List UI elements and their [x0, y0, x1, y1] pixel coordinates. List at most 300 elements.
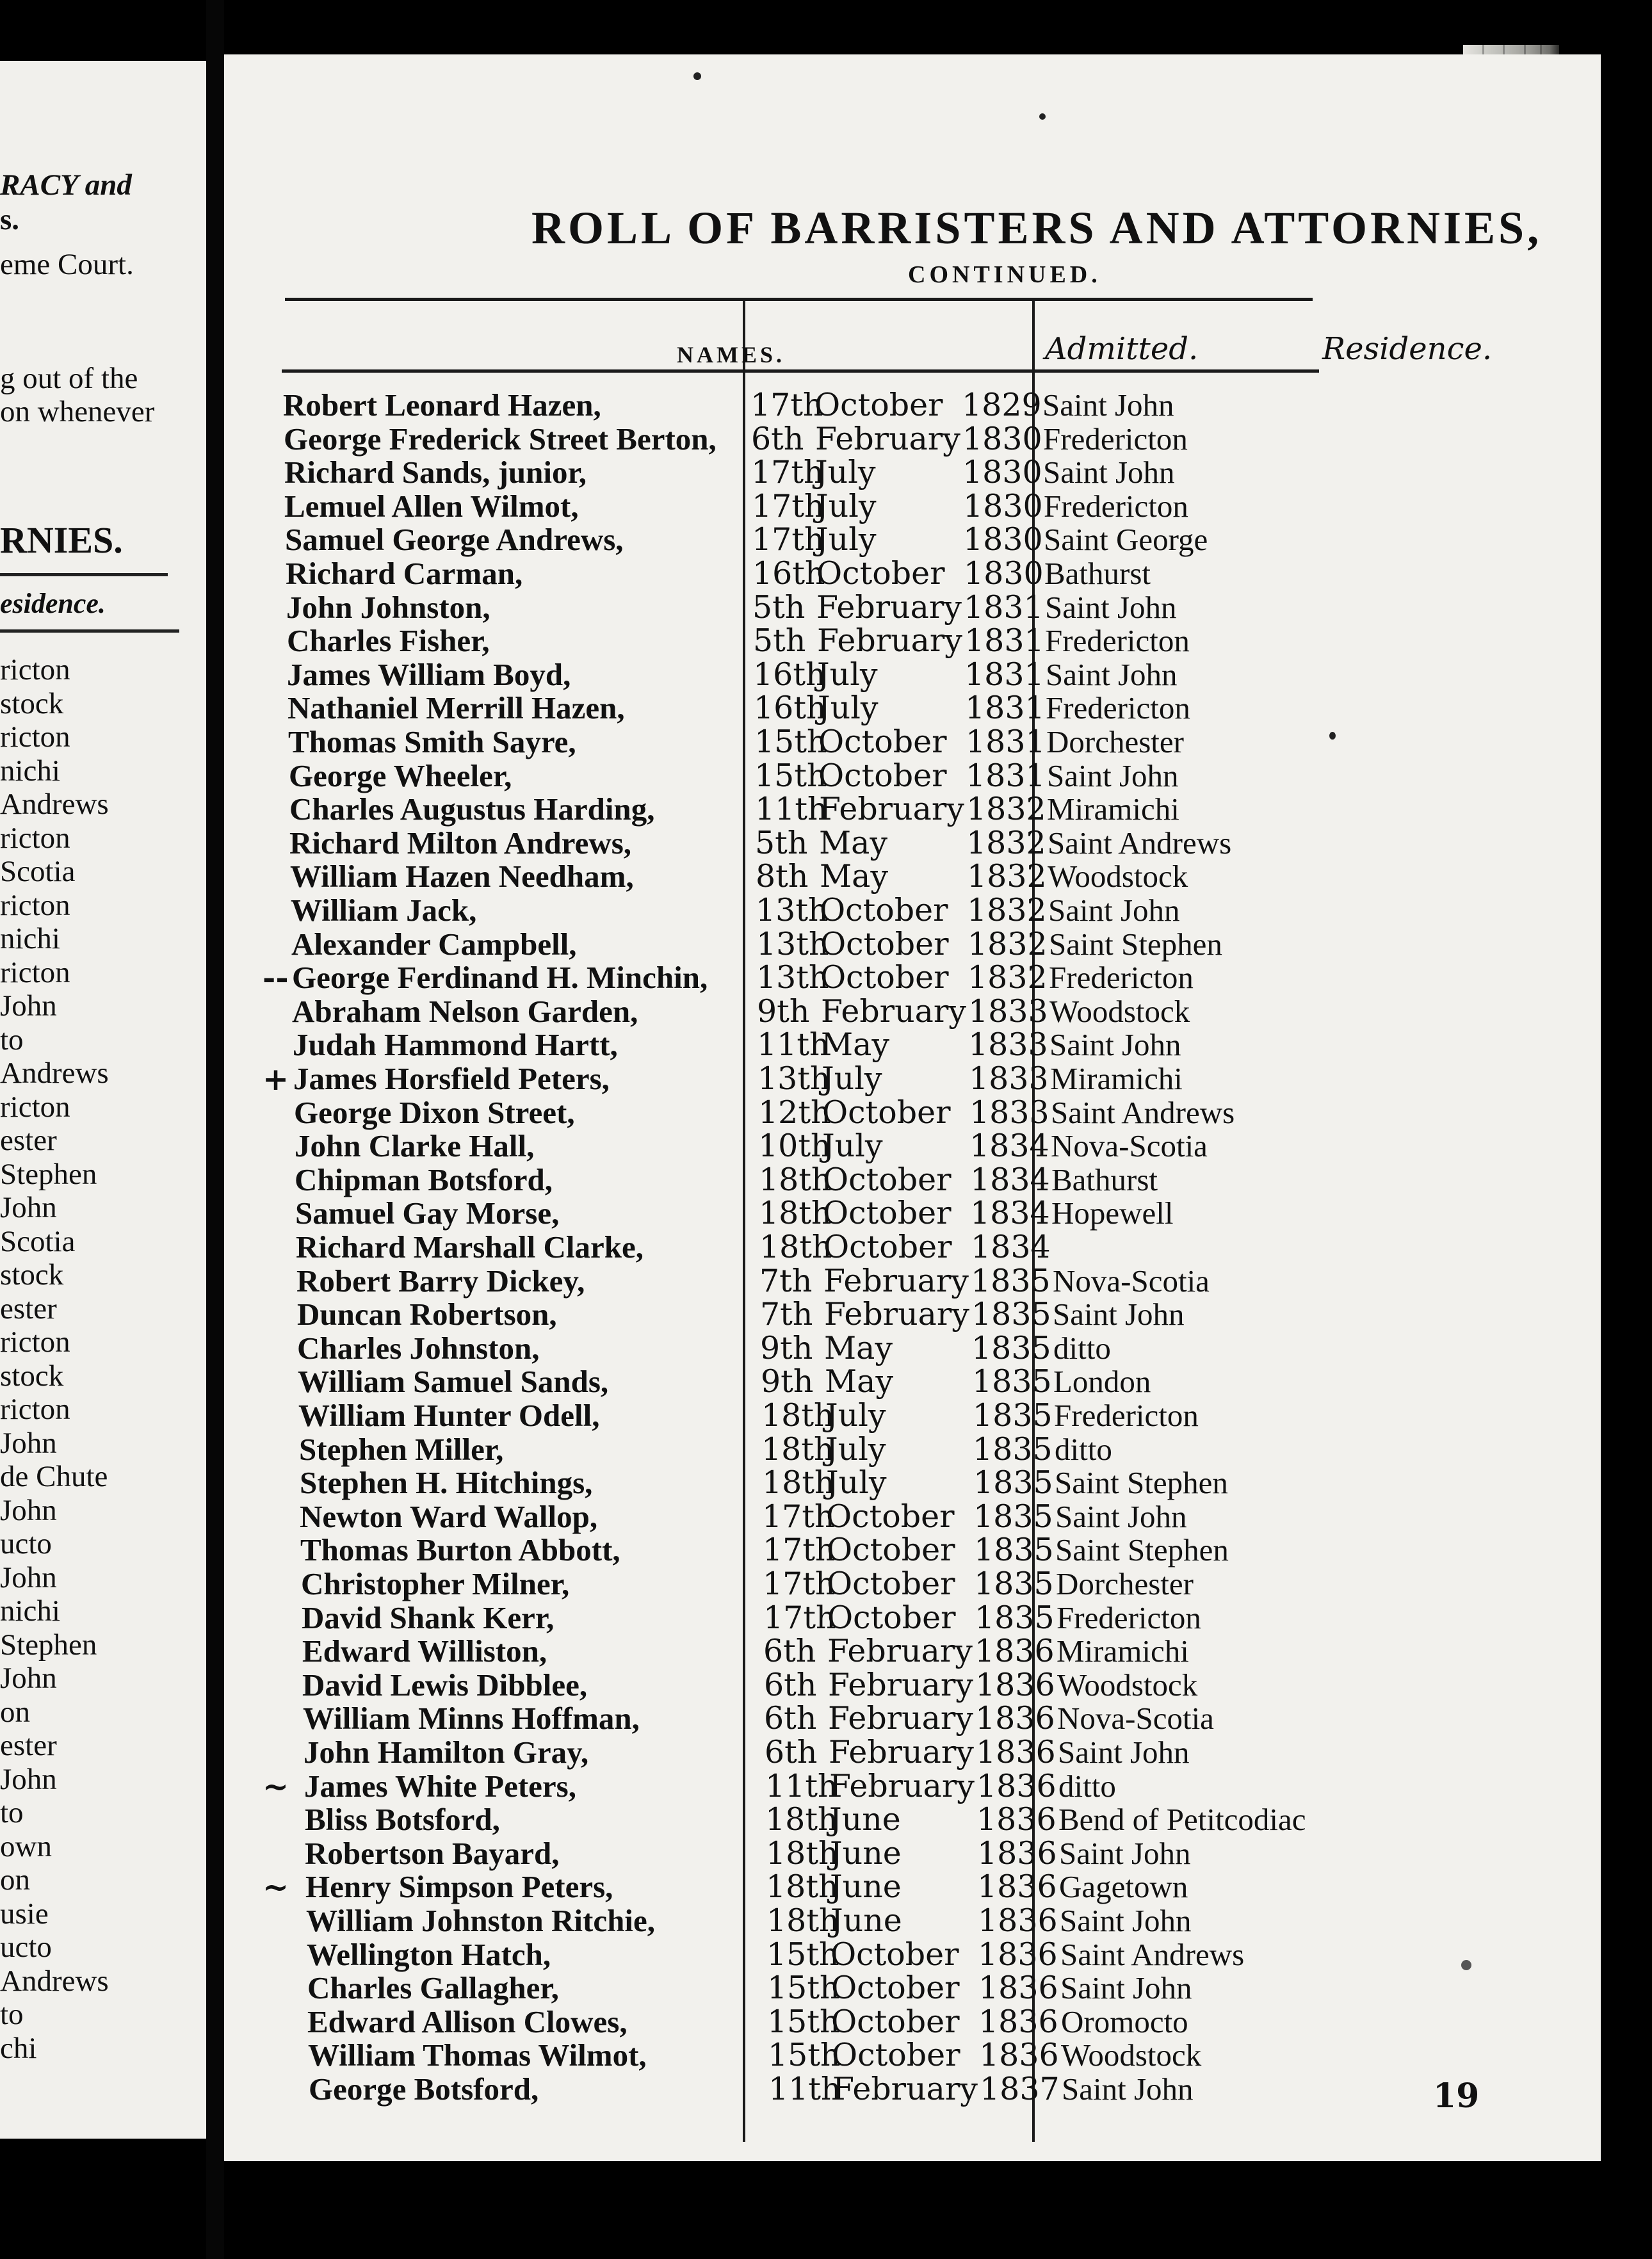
admitted-month: February: [824, 1296, 969, 1333]
left-rule-top: [0, 573, 168, 576]
left-residence-item: John: [0, 989, 57, 1023]
left-residence-item: ester: [0, 1729, 57, 1762]
admitted-day: 7th: [759, 1262, 813, 1299]
admitted-year: 1835: [973, 1397, 1053, 1434]
admitted-month: July: [816, 521, 877, 558]
roll-entry-row: [224, 793, 1601, 826]
admitted-day: 18th: [761, 1397, 834, 1434]
admitted-day: 17th: [763, 1566, 836, 1602]
admitted-year: 1835: [971, 1296, 1051, 1333]
admitted-day: 15th: [754, 724, 827, 760]
residence-value: Saint John: [1058, 1735, 1190, 1770]
admitted-day: 17th: [752, 487, 825, 524]
attorney-name: William Jack,: [291, 893, 477, 928]
admitted-day: 9th: [761, 1363, 814, 1400]
attorney-name: Wellington Hatch,: [307, 1936, 551, 1972]
admitted-day: 17th: [762, 1498, 835, 1535]
admitted-year: 1836: [978, 1970, 1058, 2007]
admitted-month: October: [816, 555, 945, 592]
roll-entry-row: [224, 588, 1601, 626]
residence-value: Woodstock: [1057, 1667, 1198, 1703]
admitted-day: 13th: [756, 959, 829, 996]
residence-value: Saint John: [1047, 757, 1179, 793]
admitted-month: July: [822, 1060, 882, 1097]
admitted-month: October: [823, 1229, 952, 1265]
residence-value: ditto: [1055, 1431, 1112, 1467]
admitted-day: 5th: [753, 622, 806, 660]
admitted-month: February: [816, 588, 962, 626]
attorney-name: Robertson Bayard,: [305, 1835, 560, 1871]
admitted-month: October: [830, 1936, 959, 1973]
admitted-year: 1832: [967, 892, 1047, 928]
page-number: 19: [1433, 2077, 1480, 2116]
admitted-day: 11th: [755, 791, 828, 828]
residence-value: Saint John: [1059, 1835, 1191, 1871]
left-residence-item: Stephen: [0, 1157, 97, 1191]
admitted-year: 1830: [962, 454, 1042, 491]
admitted-month: February: [828, 1700, 973, 1737]
ink-dot: [1039, 113, 1046, 120]
attorney-name: Robert Leonard Hazen,: [283, 387, 601, 423]
admitted-year: 1835: [971, 1262, 1051, 1299]
admitted-day: 18th: [766, 1834, 839, 1872]
admitted-year: 1834: [969, 1128, 1049, 1165]
roll-entry-row: [224, 420, 1601, 457]
roll-entry-row: [224, 389, 1601, 422]
admitted-day: 11th: [757, 1026, 830, 1064]
admitted-day: 15th: [767, 2003, 840, 2040]
admitted-month: May: [819, 824, 888, 861]
admitted-day: 6th: [764, 1700, 817, 1737]
admitted-year: 1831: [964, 622, 1044, 660]
attorney-name: Lemuel Allen Wilmot,: [284, 488, 579, 524]
residence-value: Saint John: [1053, 1297, 1185, 1332]
residence-value: Fredericton: [1054, 1398, 1199, 1433]
admitted-month: July: [826, 1464, 887, 1502]
attorney-name: Chipman Botsford,: [295, 1162, 553, 1197]
admitted-month: July: [822, 1128, 883, 1165]
left-residence-item: Andrews: [0, 788, 109, 821]
roll-entry-row: [224, 1197, 1601, 1230]
admitted-year: 1833: [968, 992, 1048, 1030]
admitted-month: October: [818, 724, 947, 760]
margin-mark: +: [263, 1060, 289, 1097]
left-residence-item: ricton: [0, 653, 70, 686]
left-residence-item: stock: [0, 686, 64, 720]
admitted-month: February: [832, 2071, 978, 2107]
residence-value: Saint Stephen: [1055, 1465, 1228, 1501]
admitted-year: 1836: [975, 1700, 1055, 1737]
admitted-year: 1830: [963, 487, 1043, 524]
residence-value: Dorchester: [1046, 724, 1184, 759]
attorney-name: Newton Ward Wallop,: [300, 1498, 598, 1534]
residence-value: Woodstock: [1049, 993, 1190, 1029]
admitted-year: 1835: [973, 1430, 1053, 1468]
admitted-day: 16th: [754, 690, 827, 727]
roll-entry-row: [224, 759, 1601, 793]
left-residence-item: ricton: [0, 1090, 70, 1124]
admitted-day: 18th: [759, 1161, 832, 1198]
residence-value: Miramichi: [1047, 791, 1179, 827]
admitted-month: February: [827, 1633, 973, 1670]
left-residence-item: John: [0, 1493, 57, 1527]
left-residence-item: John: [0, 1662, 57, 1695]
left-residence-item: nichi: [0, 1594, 60, 1628]
attorney-name: William Hunter Odell,: [298, 1398, 600, 1433]
attorney-name: David Lewis Dibblee,: [302, 1667, 588, 1703]
roll-entry-row: [224, 992, 1601, 1030]
left-residence-item: ester: [0, 1291, 57, 1325]
left-residence-item: own: [0, 1829, 52, 1863]
admitted-day: 6th: [751, 420, 804, 457]
admitted-month: October: [832, 2037, 960, 2074]
left-residence-item: ricton: [0, 1325, 70, 1359]
residence-value: Saint John: [1060, 1903, 1192, 1938]
attorney-name: Edward Allison Clowes,: [307, 2004, 628, 2039]
attorney-name: Robert Barry Dickey,: [296, 1263, 585, 1299]
roll-entry-row: [224, 959, 1601, 997]
roll-entry-row: [224, 2005, 1601, 2039]
admitted-year: 1831: [966, 724, 1046, 760]
residence-value: ditto: [1058, 1768, 1116, 1804]
book-gutter: [206, 0, 224, 2259]
admitted-year: 1833: [968, 1026, 1048, 1064]
header-rule-top: [285, 298, 1313, 301]
residence-value: Hopewell: [1051, 1195, 1174, 1231]
roll-entry-row: [224, 1767, 1601, 1805]
roll-entry-row: [224, 487, 1601, 524]
admitted-day: 15th: [768, 2037, 841, 2074]
left-residence-item: to: [0, 1796, 24, 1829]
admitted-month: October: [831, 2003, 960, 2040]
admitted-day: 18th: [766, 1902, 839, 1939]
admitted-month: February: [821, 992, 966, 1030]
margin-mark: ~: [263, 1868, 289, 1906]
attorney-name: Bliss Botsford,: [305, 1802, 500, 1838]
admitted-month: February: [815, 420, 960, 457]
page-title: ROLL OF BARRISTERS AND ATTORNIES,: [531, 202, 1543, 254]
left-residence-item: nichi: [0, 922, 60, 955]
attorney-name: George Dixon Street,: [294, 1094, 575, 1130]
roll-entry-row: [224, 894, 1601, 927]
roll-entry-row: [224, 1635, 1601, 1668]
admitted-month: July: [815, 454, 876, 491]
admitted-month: October: [818, 757, 947, 794]
admitted-day: 18th: [761, 1430, 834, 1468]
left-residence-item: Stephen: [0, 1628, 97, 1662]
roll-entry-row: [224, 1904, 1601, 1938]
roll-entry-row: [224, 1028, 1601, 1062]
residence-value: Saint John: [1049, 1027, 1181, 1063]
roll-entry-row: [224, 1972, 1601, 2005]
residence-value: Saint Andrews: [1060, 1936, 1245, 1972]
ink-dot: [693, 72, 701, 80]
left-heading-line: on whenever: [0, 395, 155, 428]
attorney-name: Richard Milton Andrews,: [289, 825, 632, 861]
left-page-fragment: [0, 61, 206, 2139]
admitted-month: February: [829, 1767, 975, 1804]
attorney-name: Charles Gallagher,: [307, 1970, 559, 2006]
margin-mark: ~: [263, 1767, 289, 1805]
roll-entry-row: [224, 1870, 1601, 1904]
attorney-name: Charles Johnston,: [297, 1330, 540, 1366]
attorney-name: John Clarke Hall,: [295, 1128, 535, 1164]
roll-entry-row: [224, 1130, 1601, 1163]
roll-entry-row: [224, 2073, 1601, 2106]
admitted-day: 5th: [755, 824, 808, 861]
left-residence-item: ricton: [0, 955, 70, 989]
left-residence-item: ucto: [0, 1931, 52, 1964]
residence-value: Dorchester: [1056, 1566, 1194, 1601]
left-residence-item: de Chute: [0, 1460, 108, 1493]
admitted-year: 1832: [968, 925, 1048, 962]
admitted-day: 17th: [763, 1599, 836, 1636]
admitted-day: 7th: [760, 1296, 813, 1333]
admitted-month: February: [829, 1734, 974, 1770]
admitted-year: 1830: [963, 521, 1043, 558]
roll-entry-row: [224, 2039, 1601, 2072]
admitted-month: July: [816, 487, 877, 524]
admitted-day: 18th: [765, 1801, 838, 1838]
roll-entry-row: [224, 1365, 1601, 1398]
admitted-day: 13th: [756, 925, 829, 962]
attorney-name: Charles Fisher,: [287, 623, 490, 659]
admitted-year: 1835: [973, 1464, 1053, 1502]
attorney-name: William Johnston Ritchie,: [306, 1903, 655, 1938]
admitted-day: 17th: [750, 387, 823, 423]
roll-entry-row: [224, 1329, 1601, 1366]
roll-entry-row: [224, 1500, 1601, 1534]
residence-value: Saint John: [1060, 1970, 1192, 2006]
left-heading-line: g out of the: [0, 362, 138, 395]
residence-value: Saint Stephen: [1049, 926, 1222, 962]
admitted-year: 1833: [969, 1060, 1049, 1097]
residence-value: Saint John: [1045, 589, 1177, 625]
residence-value: Saint John: [1043, 455, 1175, 490]
admitted-day: 18th: [762, 1464, 835, 1502]
admitted-year: 1836: [975, 1633, 1055, 1670]
left-heading-line: RACY and: [0, 168, 132, 202]
left-residence-item: stock: [0, 1258, 64, 1291]
residence-value: Saint Andrews: [1048, 825, 1232, 861]
roll-entry-row: [224, 925, 1601, 962]
roll-entry-row: [224, 1803, 1601, 1836]
admitted-month: July: [818, 690, 879, 727]
roll-entry-row: [224, 1298, 1601, 1331]
residence-value: Miramichi: [1057, 1633, 1189, 1669]
roll-entry-row: [224, 1666, 1601, 1703]
attorney-name: George Frederick Street Berton,: [284, 421, 717, 457]
residence-value: London: [1053, 1364, 1151, 1400]
attorney-name: George Wheeler,: [289, 757, 512, 793]
residence-value: ditto: [1053, 1330, 1111, 1366]
attorney-name: George Botsford,: [309, 2071, 539, 2107]
left-residence-item: Scotia: [0, 1224, 76, 1258]
attorney-name: Abraham Nelson Garden,: [292, 993, 638, 1029]
left-residence-item: on: [0, 1863, 30, 1897]
roll-entry-row: [224, 1399, 1601, 1432]
left-residence-item: John: [0, 1762, 57, 1796]
left-residence-item: ricton: [0, 720, 70, 754]
attorney-name: John Johnston,: [286, 589, 490, 625]
admitted-day: 15th: [754, 757, 827, 794]
admitted-year: 1836: [976, 1801, 1057, 1838]
admitted-day: 10th: [758, 1128, 831, 1165]
names-column-header: NAMES.: [677, 342, 786, 368]
roll-entry-row: [224, 1163, 1601, 1197]
roll-entry-row: [224, 1567, 1601, 1601]
admitted-month: May: [820, 858, 889, 895]
admitted-month: July: [817, 656, 878, 693]
left-residence-item: usie: [0, 1897, 49, 1931]
attorney-name: Thomas Smith Sayre,: [288, 724, 576, 759]
attorney-name: John Hamilton Gray,: [304, 1735, 589, 1770]
admitted-month: May: [825, 1363, 894, 1400]
admitted-month: October: [822, 1094, 951, 1131]
admitted-year: 1830: [962, 420, 1042, 457]
roll-entry-row: [224, 1466, 1601, 1500]
admitted-day: 17th: [752, 521, 825, 558]
admitted-year: 1835: [974, 1532, 1054, 1569]
admitted-day: 18th: [759, 1229, 832, 1265]
attorney-name: Stephen Miller,: [299, 1431, 504, 1467]
residence-value: Bend of Petitcodiac: [1058, 1802, 1306, 1838]
admitted-month: May: [824, 1329, 893, 1366]
admitted-month: October: [827, 1599, 956, 1636]
residence-value: Fredericton: [1044, 488, 1188, 524]
roll-entry-row: [224, 824, 1601, 861]
left-residence-item: ester: [0, 1124, 57, 1157]
left-residence-item: on: [0, 1695, 30, 1729]
residence-value: Saint John: [1062, 2071, 1194, 2107]
attorney-name: William Minns Hoffman,: [303, 1701, 640, 1737]
left-heading-line: eme Court.: [0, 248, 134, 281]
admitted-year: 1836: [978, 1902, 1058, 1939]
left-residence-item: ricton: [0, 821, 70, 855]
residence-value: Saint John: [1046, 656, 1178, 692]
roll-entry-row: [224, 1938, 1601, 1972]
admitted-month: February: [823, 1262, 969, 1299]
admitted-day: 12th: [758, 1094, 831, 1131]
attorney-name: James Horsfield Peters,: [293, 1061, 610, 1096]
roll-entry-row: [224, 1096, 1601, 1130]
admitted-year: 1831: [966, 757, 1046, 794]
admitted-day: 9th: [757, 992, 810, 1030]
admitted-year: 1835: [973, 1498, 1053, 1535]
admitted-day: 11th: [765, 1767, 838, 1804]
left-residence-item: Andrews: [0, 1057, 109, 1090]
attorney-name: Henry Simpson Peters,: [305, 1869, 613, 1905]
residence-column-header: Residence.: [1322, 331, 1493, 367]
admitted-month: October: [827, 1566, 955, 1602]
admitted-day: 8th: [756, 858, 809, 895]
admitted-day: 18th: [766, 1868, 839, 1906]
admitted-year: 1836: [975, 1666, 1055, 1703]
admitted-month: October: [831, 1970, 960, 2007]
roll-entry-row: [224, 725, 1601, 759]
roll-entry-row: [224, 456, 1601, 489]
attorney-name: Christopher Milner,: [301, 1566, 570, 1601]
admitted-month: October: [823, 1161, 952, 1198]
admitted-day: 11th: [768, 2071, 841, 2107]
page-subtitle: CONTINUED.: [908, 261, 1101, 288]
admitted-year: 1831: [964, 588, 1044, 626]
admitted-day: 18th: [759, 1195, 832, 1232]
residence-value: Fredericton: [1057, 1599, 1201, 1635]
roll-entry-row: [224, 1601, 1601, 1635]
residence-value: Fredericton: [1043, 421, 1188, 457]
attorney-name: Samuel George Andrews,: [285, 522, 624, 558]
roll-entry-row: [224, 1231, 1601, 1264]
left-residence-item: to: [0, 1023, 24, 1057]
admitted-day: 6th: [763, 1633, 816, 1670]
residence-value: Saint John: [1055, 1498, 1187, 1534]
admitted-year: 1830: [964, 555, 1044, 592]
admitted-day: 15th: [766, 1936, 839, 1973]
residence-value: Nova-Scotia: [1057, 1701, 1214, 1737]
admitted-month: October: [826, 1498, 955, 1535]
residence-value: Bathurst: [1051, 1162, 1158, 1197]
admitted-year: 1836: [976, 1734, 1056, 1770]
header-rule-bottom: [282, 369, 1319, 373]
admitted-column-header: Admitted.: [1045, 331, 1199, 367]
admitted-year: 1834: [970, 1195, 1050, 1232]
admitted-year: 1834: [971, 1229, 1051, 1265]
roll-entry-row: [224, 1430, 1601, 1468]
admitted-day: 5th: [752, 588, 806, 626]
residence-value: Fredericton: [1049, 960, 1194, 996]
residence-value: Saint John: [1042, 387, 1174, 423]
main-page: [224, 54, 1601, 2161]
residence-value: Fredericton: [1046, 690, 1190, 726]
roll-entry-row: [224, 1262, 1601, 1299]
admitted-day: 16th: [753, 656, 826, 693]
left-residence-item: John: [0, 1560, 57, 1594]
admitted-year: 1835: [974, 1566, 1054, 1602]
admitted-year: 1835: [971, 1329, 1051, 1366]
left-section-title: RNIES.: [0, 519, 123, 561]
admitted-day: 13th: [757, 1060, 830, 1097]
admitted-year: 1836: [978, 2003, 1058, 2040]
admitted-year: 1832: [966, 824, 1046, 861]
residence-value: Bathurst: [1044, 556, 1151, 591]
roll-entry-row: [224, 624, 1601, 658]
left-residence-item: ucto: [0, 1527, 52, 1560]
admitted-month: October: [827, 1532, 955, 1569]
admitted-day: 6th: [765, 1734, 818, 1770]
roll-entry-row: [224, 523, 1601, 556]
left-heading-line: s.: [0, 203, 20, 236]
attorney-name: Thomas Burton Abbott,: [300, 1532, 620, 1568]
admitted-month: June: [830, 1868, 902, 1906]
admitted-month: October: [820, 959, 949, 996]
left-residence-item: to: [0, 1998, 24, 2031]
attorney-name: Richard Sands, junior,: [284, 455, 587, 490]
roll-entry-row: [224, 1736, 1601, 1769]
residence-value: Woodstock: [1048, 859, 1188, 895]
attorney-name: George Ferdinand H. Minchin,: [292, 960, 708, 996]
admitted-day: 16th: [752, 555, 825, 592]
admitted-year: 1831: [965, 690, 1045, 727]
residence-value: Fredericton: [1045, 623, 1190, 659]
attorney-name: Edward Williston,: [302, 1633, 547, 1669]
roll-entry-row: [224, 692, 1601, 725]
admitted-day: 6th: [764, 1666, 817, 1703]
left-column-label: esidence.: [0, 588, 106, 619]
left-residence-item: John: [0, 1426, 57, 1460]
attorney-name: David Shank Kerr,: [302, 1599, 555, 1635]
attorney-name: Richard Marshall Clarke,: [296, 1229, 644, 1265]
